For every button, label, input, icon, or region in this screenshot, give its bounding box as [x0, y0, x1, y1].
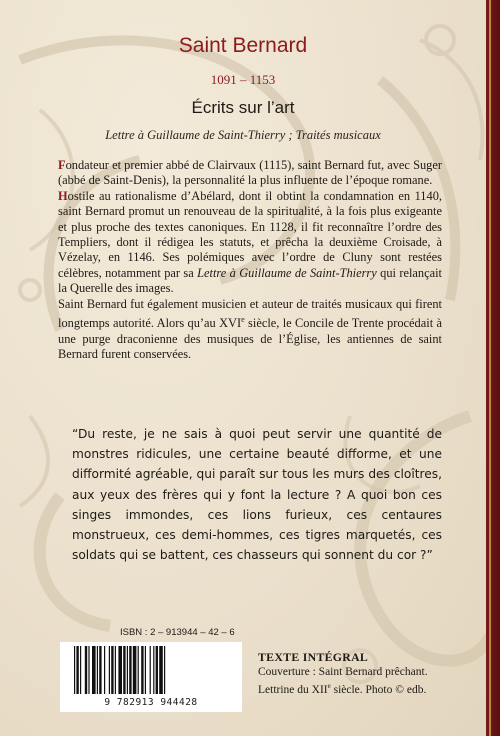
book-subtitle: Écrits sur l’art — [191, 98, 295, 117]
barcode-bars — [74, 646, 228, 696]
unabridged-label: TEXTE INTÉGRAL — [258, 650, 369, 664]
paragraph-rationalism: Hostile au rationalisme d’Abélard, dont il obtint la condamnation en 1140, saint Bernard promut un renouveau de la spiritualité, à la fois plus exigeante et plus proche des textes canoniques. En 1128, il fit reconnaître l’ordre des Templiers, dont il rédigea les statuts, et prêcha la deuxième Croisade, à Vézelay, en 1146. Ses polémiques avec l’ordre de Cluny sont restées célèbres, notamment par sa Lettre à Guillaume de Saint-Thierry qui relançait la Querelle des images. — [58, 188, 442, 296]
letter-title: Lettre à Guillaume de Saint-Thierry — [197, 265, 377, 280]
initial-letter: H — [58, 188, 68, 203]
isbn-number: ISBN : 2 – 913944 – 42 – 6 — [120, 627, 235, 638]
included-works: Lettre à Guillaume de Saint-Thierry ; Traités musicaux — [105, 128, 381, 142]
spine-edge — [486, 0, 500, 736]
initial-letter: F — [58, 158, 66, 172]
photo-credit: Lettrine du XIIe siècle. Photo © edb. — [258, 682, 427, 696]
author-dates: 1091 – 1153 — [210, 72, 276, 87]
credits — [258, 650, 428, 697]
barcode — [60, 642, 242, 712]
spine-gold-line — [489, 0, 491, 736]
paragraph-music: Saint Bernard fut également musicien et auteur de traités musicaux qui firent longtemps autorité. Alors qu’au XVIe siècle, le Concile de Trente procédait à une purge draconienne des musiques de l’Église, les antiennes de saint Bernard furent conservées. — [58, 296, 442, 361]
quotation: “Du reste, je ne sais à quoi peut servir une quantité de monstres ridicules, une certaine beauté difforme, et une difformité agréable, qui paraît sur tous les murs des cloîtres, aux yeux des frères qui y font la lecture ? A quoi bon ces singes immondes, ces lions furieux, ces centaures monstrueux, ces demi-hommes, ces tigres marquetés, ces soldats qui se battent, ces chasseurs qui sonnent du cor ?” — [72, 427, 442, 563]
paragraph-founder: Fondateur et premier abbé de Clairvaux (1115), saint Bernard fut, avec Suger (abbé de Saint-Denis), la personnalité la plus influente de l’époque romane. — [58, 158, 442, 188]
book-title: Saint Bernard — [178, 34, 308, 57]
description-text — [58, 158, 442, 362]
cover-credit: Couverture : Saint Bernard prêchant. — [258, 665, 428, 678]
barcode-number: 9 782913 944428 — [104, 697, 198, 708]
